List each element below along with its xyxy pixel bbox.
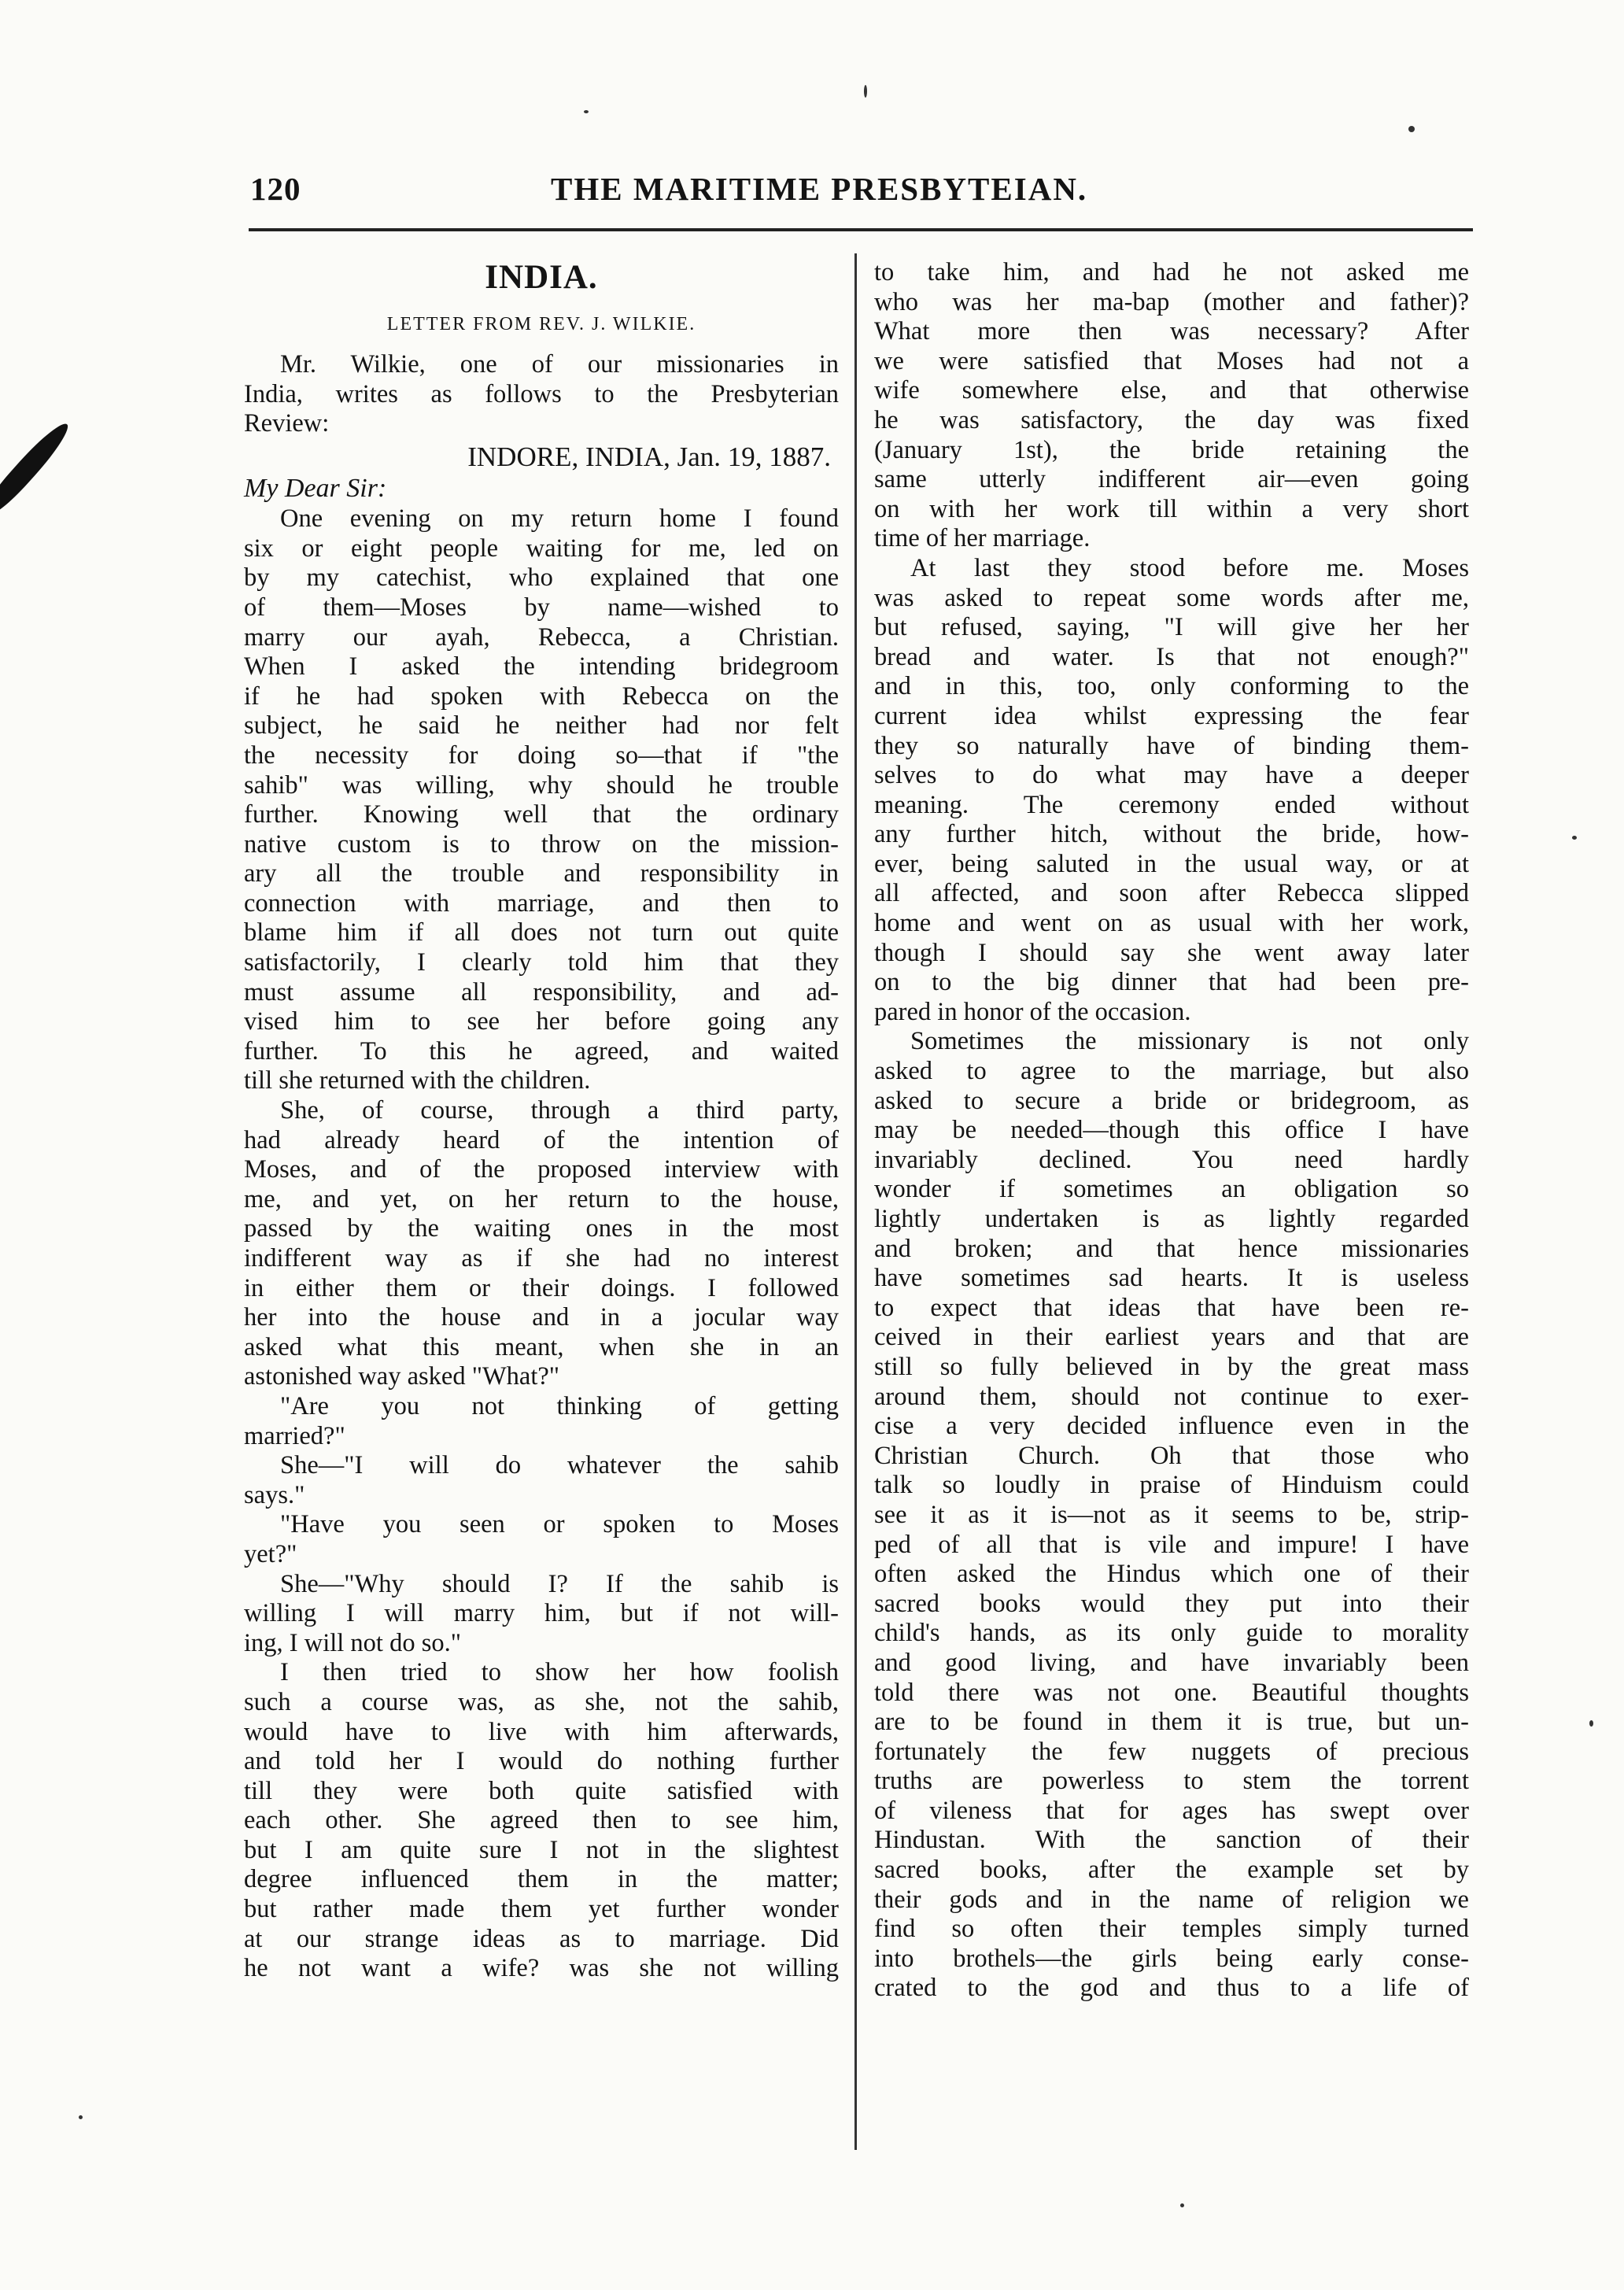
text-line: ever, being saluted in the usual way, or at [874, 849, 1469, 878]
text-line: bread and water. Is that not enough?" [874, 642, 1469, 671]
text-line: indifferent way as if she had no interest [244, 1244, 839, 1272]
text-line: asked to secure a bride or bridegroom, as [874, 1086, 1469, 1115]
print-speck [1180, 2203, 1184, 2207]
text-line: any further hitch, without the bride, how- [874, 820, 1469, 849]
dateline: INDORE, INDIA, Jan. 19, 1887. [467, 441, 831, 472]
text-line: sacred books, after the example set by [874, 1856, 1469, 1885]
text-line: Review: [244, 409, 330, 438]
text-line: (January 1st), the bride retaining the [874, 435, 1469, 464]
text-line: Hindustan. With the sanction of their [874, 1826, 1469, 1855]
print-speck [79, 2115, 83, 2119]
text-line: She—"I will do whatever the sahib [280, 1451, 839, 1480]
ink-pen-mark [0, 418, 75, 519]
article-subtitle: LETTER FROM REV. J. WILKIE. [386, 313, 696, 334]
text-line: but refused, saying, "I will give her her [874, 613, 1469, 642]
text-line: though I should say she went away later [874, 938, 1469, 967]
text-line: around them, should not continue to exer- [874, 1382, 1469, 1411]
text-line: blame him if all does not turn out quite [244, 918, 839, 947]
text-line: of them—Moses by name—wished to [244, 593, 839, 622]
text-line: had already heard of the intention of [244, 1125, 839, 1154]
text-line: She, of course, through a third party, [280, 1096, 839, 1125]
text-line: by my catechist, who explained that one [244, 563, 839, 593]
text-line: they so naturally have of binding them- [874, 731, 1469, 760]
text-line: I then tried to show her how foolish [280, 1658, 839, 1687]
text-line: six or eight people waiting for me, led on [244, 534, 839, 563]
text-line: the necessity for doing so—that if "the [244, 741, 839, 770]
text-line: same utterly indifferent air—even going [874, 465, 1469, 494]
text-line: selves to do what may have a deeper [874, 761, 1469, 790]
text-line: but I am quite sure I not in the slightest [244, 1835, 839, 1864]
text-line: current idea whilst expressing the fear [874, 701, 1469, 730]
text-line: at our strange ideas as to marriage. Did [244, 1924, 839, 1953]
text-line: native custom is to throw on the mission- [244, 829, 839, 859]
text-line: When I asked the intending bridegroom [244, 652, 839, 681]
text-line: their gods and in the name of religion we [874, 1885, 1469, 1914]
text-line: yet?" [244, 1539, 297, 1568]
text-line: often asked the Hindus which one of their [874, 1560, 1469, 1589]
text-line: subject, he said he neither had nor felt [244, 711, 839, 741]
text-line: married?" [244, 1421, 345, 1450]
text-line: sahib" was willing, why should he trouble [244, 770, 839, 800]
text-line: Sometimes the missionary is not only [910, 1027, 1469, 1056]
text-line: told there was not one. Beautiful thoughts [874, 1678, 1469, 1707]
left-column [244, 258, 839, 1984]
text-line: further. Knowing well that the ordinary [244, 800, 839, 829]
left-column-body [244, 504, 839, 1984]
text-line: each other. She agreed then to see him, [244, 1806, 839, 1835]
text-line: She—"Why should I? If the sahib is [280, 1569, 839, 1598]
text-line: and in this, too, only conforming to the [874, 672, 1469, 701]
print-speck [1408, 126, 1415, 132]
text-line: asked to agree to the marriage, but also [874, 1057, 1469, 1086]
text-line: child's hands, as its only guide to morality [874, 1619, 1469, 1648]
text-line: of vileness that for ages has swept over [874, 1796, 1469, 1825]
text-line: till she returned with the children. [244, 1066, 591, 1095]
print-speck [864, 85, 867, 98]
page-number: 120 [250, 171, 301, 207]
left-column-intro [244, 350, 839, 439]
running-title: THE MARITIME PRESBYTEIAN. [551, 171, 1088, 207]
text-line: he was satisfactory, the day was fixed [874, 405, 1469, 434]
column-divider [854, 253, 857, 2150]
text-line: One evening on my return home I found [280, 504, 839, 534]
text-line: truths are powerless to stem the torrent [874, 1767, 1469, 1796]
text-line: wonder if sometimes an obligation so [874, 1175, 1469, 1204]
text-line: cise a very decided influence even in the [874, 1412, 1469, 1441]
text-line: we were satisfied that Moses had not a [874, 346, 1469, 375]
text-line: Mr. Wilkie, one of our missionaries in [280, 350, 839, 379]
text-line: ped of all that is vile and impure! I have [874, 1530, 1469, 1559]
text-line: "Are you not thinking of getting [280, 1391, 839, 1420]
text-line: sacred books would they put into their [874, 1589, 1469, 1618]
text-line: meaning. The ceremony ended without [874, 790, 1469, 819]
text-line: was asked to repeat some words after me, [874, 583, 1469, 612]
text-line: on to the big dinner that had been pre- [874, 968, 1469, 997]
text-line: "Have you seen or spoken to Moses [280, 1510, 839, 1539]
text-line: India, writes as follows to the Presbyterian [244, 379, 839, 408]
text-line: home and went on as usual with her work, [874, 909, 1469, 938]
text-line: in either them or their doings. I followed [244, 1273, 839, 1302]
text-line: and told her I would do nothing further [244, 1747, 839, 1776]
text-line: pared in honor of the occasion. [874, 997, 1191, 1026]
text-line: all affected, and soon after Rebecca slipped [874, 879, 1469, 908]
text-line: but rather made them yet further wonder [244, 1895, 839, 1924]
text-line: wife somewhere else, and that otherwise [874, 376, 1469, 405]
text-line: marry our ayah, Rebecca, a Christian. [244, 622, 839, 652]
text-line: invariably declined. You need hardly [874, 1145, 1469, 1174]
text-line: ing, I will not do so." [244, 1628, 461, 1657]
text-line: fortunately the few nuggets of precious [874, 1737, 1469, 1766]
text-line: satisfactorily, I clearly told him that they [244, 948, 839, 977]
text-line: vised him to see her before going any [244, 1007, 839, 1036]
text-line: and broken; and that hence missionaries [874, 1234, 1469, 1263]
text-line: her into the house and in a jocular way [244, 1303, 839, 1332]
text-line: asked what this meant, when she in an [244, 1332, 839, 1361]
text-line: may be needed—though this office I have [874, 1116, 1469, 1145]
right-column [874, 258, 1469, 2004]
text-line: find so often their temples simply turned [874, 1915, 1469, 1944]
text-line: such a course was, as she, not the sahib, [244, 1687, 839, 1716]
text-line: on with her work till within a very short [874, 494, 1469, 523]
text-line: crated to the god and thus to a life of [874, 1974, 1469, 2003]
text-line: have sometimes sad hearts. It is useless [874, 1264, 1469, 1293]
text-line: willing I will marry him, but if not will- [244, 1599, 839, 1628]
text-line: still so fully believed in by the great mass [874, 1352, 1469, 1381]
salutation: My Dear Sir: [244, 473, 387, 503]
header-rule [249, 228, 1473, 231]
text-line: ary all the trouble and responsibility in [244, 859, 839, 888]
text-line: ceived in their earliest years and that are [874, 1323, 1469, 1352]
text-line: see it as it is—not as it seems to be, strip- [874, 1500, 1469, 1529]
text-line: Christian Church. Oh that those who [874, 1441, 1469, 1470]
text-line: What more then was necessary? After [874, 317, 1469, 346]
article-title: INDIA. [485, 259, 598, 296]
text-line: further. To this he agreed, and waited [244, 1036, 839, 1066]
text-line: degree influenced them in the matter; [244, 1865, 839, 1894]
text-line: me, and yet, on her return to the house, [244, 1184, 839, 1213]
text-line: passed by the waiting ones in the most [244, 1214, 839, 1243]
text-line: and good living, and have invariably been [874, 1648, 1469, 1677]
text-line: talk so loudly in praise of Hinduism could [874, 1471, 1469, 1500]
text-line: connection with marriage, and then to [244, 888, 839, 918]
text-line: are to be found in them it is true, but un- [874, 1708, 1469, 1737]
text-line: Moses, and of the proposed interview with [244, 1155, 839, 1184]
text-line: At last they stood before me. Moses [910, 553, 1469, 582]
text-line: time of her marriage. [874, 524, 1091, 553]
text-line: would have to live with him afterwards, [244, 1717, 839, 1746]
print-speck [1589, 1720, 1593, 1727]
print-speck [584, 110, 589, 113]
text-line: to take him, and had he not asked me [874, 258, 1469, 286]
text-line: he not want a wife? was she not willing [244, 1954, 839, 1983]
print-speck [1572, 836, 1577, 840]
text-line: must assume all responsibility, and ad- [244, 977, 839, 1006]
text-line: who was her ma-bap (mother and father)? [874, 287, 1469, 316]
text-line: to expect that ideas that have been re- [874, 1293, 1469, 1322]
text-line: lightly undertaken is as lightly regarded [874, 1205, 1469, 1233]
text-line: if he had spoken with Rebecca on the [244, 681, 839, 711]
text-line: into brothels—the girls being early conse- [874, 1944, 1469, 1973]
text-line: till they were both quite satisfied with [244, 1776, 839, 1805]
text-line: says." [244, 1480, 305, 1509]
text-line: astonished way asked "What?" [244, 1362, 560, 1391]
